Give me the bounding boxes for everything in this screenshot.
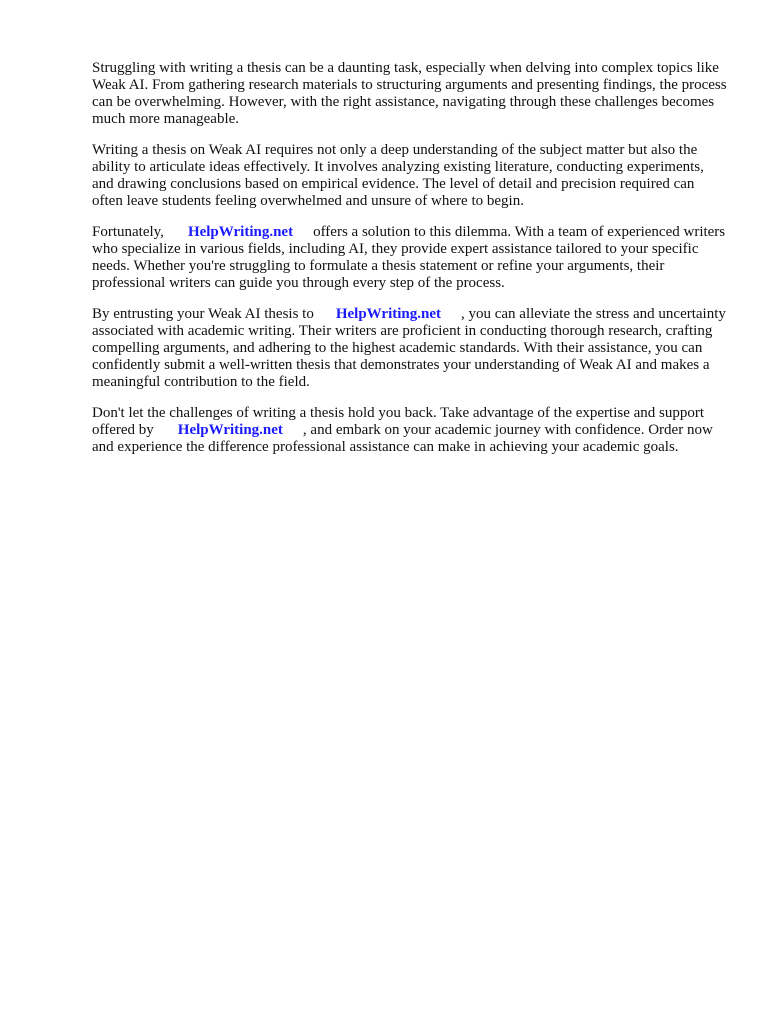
paragraph-cta-lead: Don't let the challenges of writing a thesis hold you back. Take advantage of the expertise and support offered by: [92, 405, 705, 438]
paragraph-solution: [92, 224, 728, 292]
paragraph-cta-rest: , and embark on your academic journey with confidence. Order now and experience the difference professional assistance can make in achieving your academic goals.: [92, 422, 713, 455]
paragraph-requirements: Writing a thesis on Weak AI requires not only a deep understanding of the subject matter but also the ability to articulate ideas effectively. It involves analyzing existing literature, conducting experiments, and drawing conclusions based on empirical evidence. The level of detail and precision required can often leave students feeling overwhelmed and unsure of where to begin.: [92, 142, 704, 209]
paragraph-entrusting: [92, 306, 728, 391]
paragraph-solution-rest: offers a solution to this dilemma. With a team of experienced writers who specialize in various fields, including AI, they provide expert assistance tailored to your specific needs. Whether you're struggling to formulate a thesis statement or refine your arguments, their professional writers can guide you through every step of the process.: [92, 224, 726, 291]
helpwriting-link-1[interactable]: HelpWriting.net: [187, 224, 294, 240]
paragraph-call-to-action: [92, 405, 728, 456]
paragraph-intro: Struggling with writing a thesis can be a daunting task, especially when delving into complex topics like Weak AI. From gathering research materials to structuring arguments and presenting findings, the process can be overwhelming. However, with the right assistance, navigating through these challenges becomes much more manageable.: [92, 60, 727, 127]
helpwriting-link-3[interactable]: HelpWriting.net: [177, 422, 283, 438]
document-body: [92, 60, 728, 470]
paragraph-entrusting-lead: By entrusting your Weak AI thesis to: [92, 306, 314, 322]
helpwriting-link-2[interactable]: HelpWriting.net: [335, 306, 441, 322]
paragraph-entrusting-rest: , you can alleviate the stress and uncertainty associated with academic writing. Their writers are proficient in conducting thorough research, crafting compelling arguments, and adhering to the highest academic standards. With their assistance, you can confidently submit a well-written thesis that demonstrates your understanding of Weak AI and makes a meaningful contribution to the field.: [92, 306, 726, 390]
paragraph-solution-lead: Fortunately,: [92, 224, 164, 240]
